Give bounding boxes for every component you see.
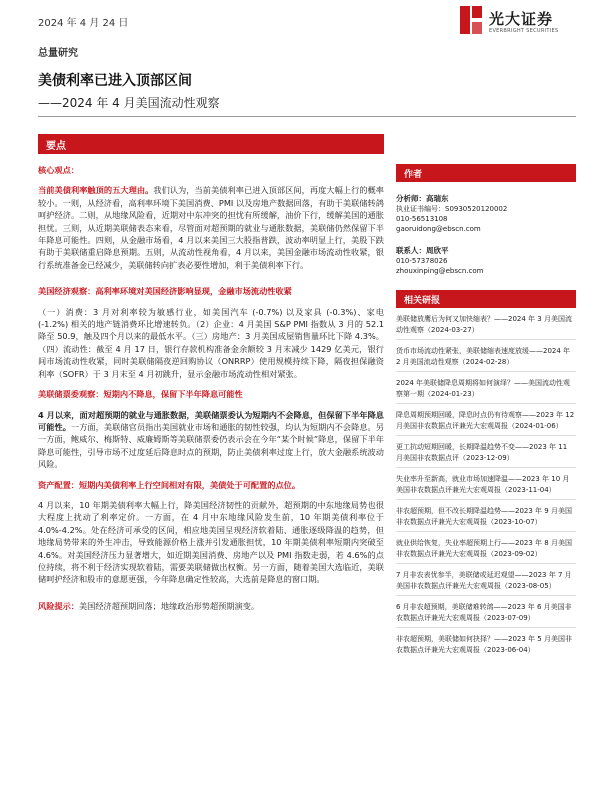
author-banner-label: 作者	[404, 170, 423, 180]
related-item[interactable]: 6 月非农超预期，美联储难转鸽——2023 年 6 月美国非农数据点评兼光大宏观周报（2023-07-09）	[396, 596, 576, 628]
related-item[interactable]: 2024 年美联储降息周期将如何演绎？——美国流动性观察第一期（2024-01-23）	[396, 372, 576, 404]
report-title: 美债利率已进入顶部区间	[38, 73, 192, 89]
related-item[interactable]: 美联储放鹰后为何又加快缩表？——2024 年 3 月美国流动性观察（2024-03-27）	[396, 308, 576, 340]
main-content	[38, 164, 384, 612]
logo-subtext: EVERBRIGHT SECURITIES	[489, 28, 559, 34]
contact-name: 联系人：周欣平	[396, 246, 449, 255]
header-divider	[38, 116, 576, 117]
logo-mark-icon	[456, 4, 486, 36]
section-3-body: 一方面，美联储官员指出美国就业市场和通胀的韧性较强，均认为短期内不会降息。另一方面，鲍威尔、梅斯特、威廉姆斯等美联储票委仍表示会在今年“某个时候”降息，保留下半年降息可能性，引导市场不过度延后降息时点的预期，防止美债利率过度上行，放大金融系统波动风险。	[38, 421, 384, 470]
analyst-phone: 010-56513108	[396, 215, 448, 223]
related-item[interactable]: 更工抗动短期回暖，长期降温趋势不变——2023 年 11 月美国非农数据点评（2023-12-09）	[396, 436, 576, 468]
key-points-banner	[38, 134, 384, 154]
report-date: 2024 年 4 月 24 日	[38, 18, 129, 29]
related-item[interactable]: 降息周期预期回暖，降息时点仍有待观察——2023 年 12 月美国非农数据点评兼光大宏观周报（2024-01-06）	[396, 404, 576, 436]
risk-label: 风险提示：	[38, 600, 79, 611]
key-points-label: 要点	[46, 141, 66, 152]
risk-warning	[38, 600, 384, 612]
related-item[interactable]: 非农超预期，但不改长期降温趋势——2023 年 9 月美国非农数据点评兼光大宏观周报（2023-10-07）	[396, 500, 576, 532]
related-item[interactable]: 就业供给恢复，失业率超预期上行——2023 年 8 月美国非农数据点评兼光大宏观周报（2023-09-02）	[396, 532, 576, 564]
section-2-heading: 美国经济观察：高利率环境对美国经济影响显现，金融市场流动性收紧	[38, 286, 292, 297]
related-banner	[396, 290, 576, 308]
section-2-body: （一）消费：3 月对利率较为敏感行业，如美国汽车 (-0.7%) 以及家具 (-0.3%)、家电 (-1.2%) 相关的地产链消费环比增速转负。（2）企业：4 月美国 S&P PMI 指数从 3 月的 52.1 降至 50.9，触及四个月以来的最低水平。（三）房地产：3 月美国成屋销售量环比下降 4.3%。（四）流动性：截至 4 月 17 日，银行存款机构准备金余额较 3 月末减少 1429 亿美元，银行间市场流动性收紧，同时美联储隔夜逆回购协议（ONRRP）使用规模持续下降，隔夜担保融资利率（SOFR）于 3 月末至 4 月初跳升，显示金融市场流动性相对紧张。	[38, 306, 384, 379]
related-item[interactable]: 货币市场流动性紧张，美联储缩表速度放缓——2024 年 2 月美国流动性观察（2024-02-28）	[396, 340, 576, 372]
related-list	[396, 308, 576, 659]
contact-phone: 010-57378026	[396, 257, 448, 265]
section-3	[38, 409, 384, 471]
analyst-email[interactable]: gaoruidong@ebscn.com	[396, 225, 481, 233]
related-item[interactable]: 非农超预期，美联储如何抉择？——2023 年 5 月美国非农数据点评兼光大宏观周报（2023-06-04）	[396, 635, 572, 654]
analyst-block	[396, 194, 576, 234]
section-4-body: 4 月以来，10 年期美债利率大幅上行，降美国经济韧性的贡献外，超预期的中东地缘局势也很大程度上扰动了利率定价。一方面，在 4 月中东地缘风险发生前，10 年期美债利率位于 4.0%-4.2%。处在经济可承受的区间，相应地美国呈现经济软着陆、通胀逐级降温的趋势，但地缘局势带来的外生冲击，导致能源价格上涨并引发通胀担忧，10 年期美债利率短期内突破至 4.6%。对美国经济压力显著增大，如近期美国消费、房地产以及 PMI 指数走弱，若 4.6%的点位持续，将不利于经济实现软着陆，需要美联储做出权衡。另一方面，随着美国大选临近，美联储呵护经济和股市的意愿更强，今年降息确定性较高，大选前是降息的窗口期。	[38, 499, 384, 585]
related-banner-label: 相关研报	[404, 296, 441, 306]
related-item[interactable]: 7 月非农表忧参半，美联储或延迟观望——2023 年 7 月美国非农数据点评兼光大宏观周报（2023-08-05）	[396, 564, 576, 596]
report-subtitle: ——2024 年 4 月美国流动性观察	[38, 96, 220, 110]
related-item[interactable]: 失业率升至新高，就业市场加速降温——2023 年 10 月美国非农数据点评兼光大宏观周报（2023-11-04）	[396, 468, 576, 500]
analyst-cert: 执业证书编号：S0930520120002	[396, 205, 508, 213]
author-banner	[396, 164, 576, 182]
section-3-heading: 美联储票委观察：短期内不降息，保留下半年降息可能性	[38, 389, 243, 400]
section-3-bold: 4 月以来，面对超预期的就业与通胀数据，美联储票委认为短期内不会降息，但保留下半年降息可能性。	[38, 409, 384, 432]
analyst-name: 分析师：高瑞东	[396, 194, 449, 203]
section-4-heading: 资产配置：短期内美债利率上行空间相对有限，美债处于可配置的点位。	[38, 479, 301, 490]
contact-email[interactable]: zhouxinping@ebscn.com	[396, 267, 484, 275]
report-category: 总量研究	[38, 48, 78, 59]
section-1	[38, 184, 384, 271]
contact-block	[396, 246, 576, 276]
logo-text: 光大证券	[489, 10, 554, 28]
section-1-body: 我们认为，当前美债利率已进入顶部区间，再度大幅上行的概率较小。一则，从经济看，高利率环境下美国消费、PMI 以及房地产数据回落，有助于美联储转鸽呵护经济。二则，从地缘风险看，近期对中东冲突的担忧有所缓解，油价下行，缓解美国的通胀担忧。三则，从近期美联储表态来看，尽管面对超预期的就业与通胀数据，美联储仍然保留下半年降息可能性。四则，从金融市场看，4 月以来美国三大股指普跌，波动率明显上行，美股下跌有助于美联储重启降息预期。五则，从流动性视角看，4 月以来，美国金融市场流动性收紧，银行系统准备金已经减少，美联储转向扩表必要性增加，利于美债利率下行。	[38, 185, 384, 270]
risk-body: 美国经济超预期回落；地缘政治形势超预期演变。	[78, 600, 260, 611]
sidebar	[396, 164, 576, 659]
brand-logo	[456, 4, 576, 40]
section-1-lead: 当前美债利率触顶的五大理由。	[38, 185, 154, 196]
core-view-heading: 核心观点：	[38, 165, 79, 175]
